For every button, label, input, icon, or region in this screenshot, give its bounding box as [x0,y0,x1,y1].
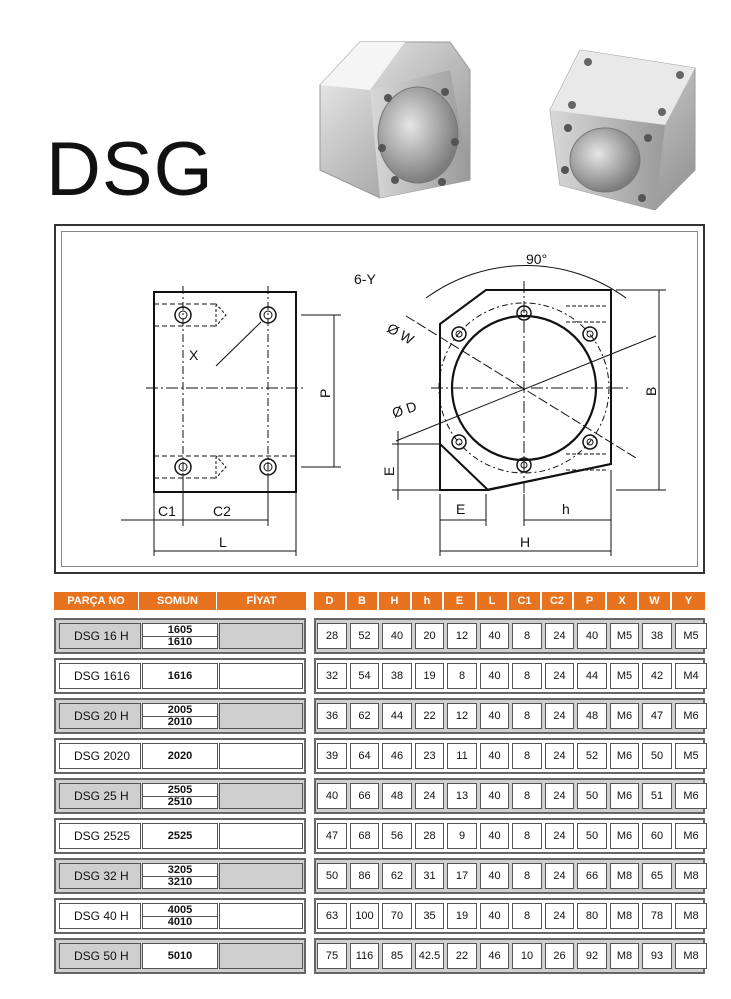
dimension-cell: 24 [415,783,444,809]
dimension-cell: 80 [577,903,607,929]
nut-value: 4010 [167,916,193,928]
nut-value: 4005 [143,904,217,917]
dimension-cell: M5 [675,743,707,769]
dimension-cell: 78 [642,903,672,929]
header-c2: C2 [542,592,573,610]
dimension-cell: M6 [675,703,707,729]
table-row [54,698,306,734]
nut-cell [142,703,218,729]
dimension-cell: 8 [512,823,542,849]
dimension-cell: 8 [512,863,542,889]
nut-value: 2510 [167,796,193,808]
dimension-cell: 22 [415,703,444,729]
dimension-cell: 12 [447,623,477,649]
part-number-cell: DSG 2525 [59,823,141,849]
dimension-cell: M8 [675,943,707,969]
table-row [314,618,705,654]
dimension-cell: M6 [675,823,707,849]
nut-value: 1605 [143,624,217,637]
table-row [314,778,705,814]
dimension-cell: 52 [577,743,607,769]
dimension-cell: 64 [350,743,379,769]
table-row [54,858,306,894]
label-h-small: h [562,501,570,517]
dimension-cell: 40 [480,863,509,889]
label-c1: C1 [158,503,176,519]
nut-value: 2505 [143,784,217,797]
dimension-cell: 68 [350,823,379,849]
drawing-svg [56,226,707,576]
label-p: P [317,388,333,398]
dimension-cell: 36 [317,703,347,729]
price-cell [219,743,303,769]
dimension-cell: 44 [577,663,607,689]
dimension-cell: 85 [382,943,412,969]
dimension-cell: 66 [577,863,607,889]
dimension-cell: 70 [382,903,412,929]
label-h-big: H [520,534,531,550]
table-row [54,898,306,934]
dimension-cell: 40 [480,623,509,649]
header-part-no: PARÇA NO [54,592,139,610]
dimension-cell: 40 [480,903,509,929]
table-row [314,818,705,854]
dimension-cell: 92 [577,943,607,969]
dimension-cell: 46 [382,743,412,769]
dimension-cell: 24 [545,663,574,689]
table-row [314,858,705,894]
nut-cell: 5010 [142,943,218,969]
part-number-cell: DSG 2020 [59,743,141,769]
label-l: L [219,534,227,550]
part-number-cell: DSG 20 H [59,703,141,729]
dimension-cell: M8 [675,903,707,929]
label-x: X [189,347,199,363]
table-row [54,658,306,694]
dimension-cell: 52 [350,623,379,649]
price-cell [219,823,303,849]
header-nut: SOMUN [139,592,217,610]
dimension-cell: 20 [415,623,444,649]
dimension-cell: 38 [382,663,412,689]
dimension-cell: 116 [350,943,379,969]
dimension-cell: M6 [610,823,639,849]
dimension-cell: 8 [512,663,542,689]
dimension-cell: 32 [317,663,347,689]
dimension-cell: M8 [610,943,639,969]
nut-cell: 2525 [142,823,218,849]
dimension-cell: M8 [610,903,639,929]
dimension-cell: 24 [545,783,574,809]
dimension-cell: 19 [447,903,477,929]
dimension-cell: 26 [545,943,574,969]
dimension-cell: 66 [350,783,379,809]
dimension-cell: M8 [675,863,707,889]
dimension-cell: M8 [610,863,639,889]
block-photo-front [320,42,470,198]
dimension-cell: 40 [480,783,509,809]
dimension-cell: 47 [642,703,672,729]
dimension-cell: 23 [415,743,444,769]
header-l: L [477,592,508,610]
dimension-cell: 40 [577,623,607,649]
table-row [314,658,705,694]
header-price: FİYAT [217,592,306,610]
label-holes: 6-Y [354,271,376,287]
dimension-cell: 60 [642,823,672,849]
block-photo-rear [550,50,695,210]
dimension-cell: 100 [350,903,379,929]
label-e-left: E [381,466,397,476]
label-b: B [643,386,659,396]
dimension-cell: 62 [350,703,379,729]
parts-table-header [54,592,306,610]
dimension-cell: 39 [317,743,347,769]
header-c1: C1 [509,592,541,610]
dimension-cell: 24 [545,743,574,769]
dimension-cell: 35 [415,903,444,929]
dimension-cell: 9 [447,823,477,849]
header-h: H [379,592,411,610]
part-number-cell: DSG 50 H [59,943,141,969]
part-number-cell: DSG 16 H [59,623,141,649]
dimension-cell: 75 [317,943,347,969]
dimension-cell: 40 [480,663,509,689]
dimension-cell: 54 [350,663,379,689]
header-e: E [444,592,476,610]
nut-value: 2010 [167,716,193,728]
dimension-cell: 8 [512,783,542,809]
nut-cell [142,903,218,929]
dimension-cell: 8 [512,743,542,769]
price-cell [219,783,303,809]
dimension-cell: M6 [610,743,639,769]
nut-cell [142,623,218,649]
dimension-cell: 12 [447,703,477,729]
dimension-cell: 86 [350,863,379,889]
dimension-cell: 48 [577,703,607,729]
product-photos [300,30,720,210]
parts-table [54,592,306,980]
label-angle: 90° [526,251,548,267]
part-number-cell: DSG 32 H [59,863,141,889]
dimension-cell: 42 [642,663,672,689]
label-c2: C2 [213,503,231,519]
dimension-cell: 63 [317,903,347,929]
header-w: W [639,592,671,610]
price-cell [219,623,303,649]
dimensions-table [314,592,705,980]
header-h: h [412,592,443,610]
dimension-cell: 38 [642,623,672,649]
nut-value: 2005 [143,704,217,717]
dimension-cell: 8 [512,903,542,929]
label-e-bottom: E [456,501,466,517]
price-cell [219,863,303,889]
page-title: DSG [46,127,214,212]
dimension-cell: 8 [512,703,542,729]
dimension-cell: 22 [447,943,477,969]
price-cell [219,943,303,969]
nut-value: 3205 [143,864,217,877]
technical-drawing [54,224,705,574]
header-d: D [314,592,346,610]
dimension-cell: M5 [675,623,707,649]
dimension-cell: 40 [317,783,347,809]
nut-value: 1610 [167,636,193,648]
dimension-cell: 24 [545,823,574,849]
dimension-cell: 50 [577,783,607,809]
dimension-cell: 65 [642,863,672,889]
nut-cell: 1616 [142,663,218,689]
header-p: P [574,592,606,610]
nut-cell: 2020 [142,743,218,769]
label-d: Ø D [389,397,419,421]
dimension-cell: 40 [480,743,509,769]
dimension-cell: 28 [317,623,347,649]
part-number-cell: DSG 25 H [59,783,141,809]
nut-value: 3210 [167,876,193,888]
price-cell [219,703,303,729]
dimension-cell: 11 [447,743,477,769]
table-row [314,898,705,934]
dimension-cell: 44 [382,703,412,729]
dimension-cell: 24 [545,703,574,729]
part-number-cell: DSG 1616 [59,663,141,689]
price-cell [219,903,303,929]
header-y: Y [672,592,706,610]
table-row [314,938,705,974]
dimension-cell: M6 [610,783,639,809]
dimension-cell: 13 [447,783,477,809]
dimension-cell: 8 [447,663,477,689]
dimension-cell: 24 [545,903,574,929]
table-row [314,698,705,734]
dimension-cell: 8 [512,623,542,649]
dimension-cell: 62 [382,863,412,889]
dimension-cell: 46 [480,943,509,969]
dimension-cell: 31 [415,863,444,889]
dimension-cell: 28 [415,823,444,849]
dimension-cell: 56 [382,823,412,849]
dimension-cell: 51 [642,783,672,809]
table-row [54,938,306,974]
nut-cell [142,783,218,809]
dimension-cell: M6 [610,703,639,729]
dimension-cell: M6 [675,783,707,809]
dimension-cell: M5 [610,663,639,689]
table-row [54,778,306,814]
dimension-cell: 42.5 [415,943,444,969]
dimension-cell: 47 [317,823,347,849]
dimension-cell: M5 [610,623,639,649]
label-w: Ø W [384,319,417,348]
dimension-cell: M4 [675,663,707,689]
dimension-cell: 50 [642,743,672,769]
nut-cell [142,863,218,889]
dimension-cell: 17 [447,863,477,889]
table-row [314,738,705,774]
dimension-cell: 50 [577,823,607,849]
dimension-cell: 10 [512,943,542,969]
dimension-cell: 40 [382,623,412,649]
table-row [54,738,306,774]
price-cell [219,663,303,689]
dimension-cell: 24 [545,623,574,649]
header-b: B [347,592,378,610]
dimension-cell: 48 [382,783,412,809]
dimension-cell: 24 [545,863,574,889]
header-x: X [607,592,638,610]
dimension-cell: 19 [415,663,444,689]
dimension-cell: 40 [480,823,509,849]
dimension-cell: 50 [317,863,347,889]
dimension-cell: 40 [480,703,509,729]
part-number-cell: DSG 40 H [59,903,141,929]
table-row [54,618,306,654]
dimension-cell: 93 [642,943,672,969]
dimensions-table-header [314,592,705,610]
table-row [54,818,306,854]
